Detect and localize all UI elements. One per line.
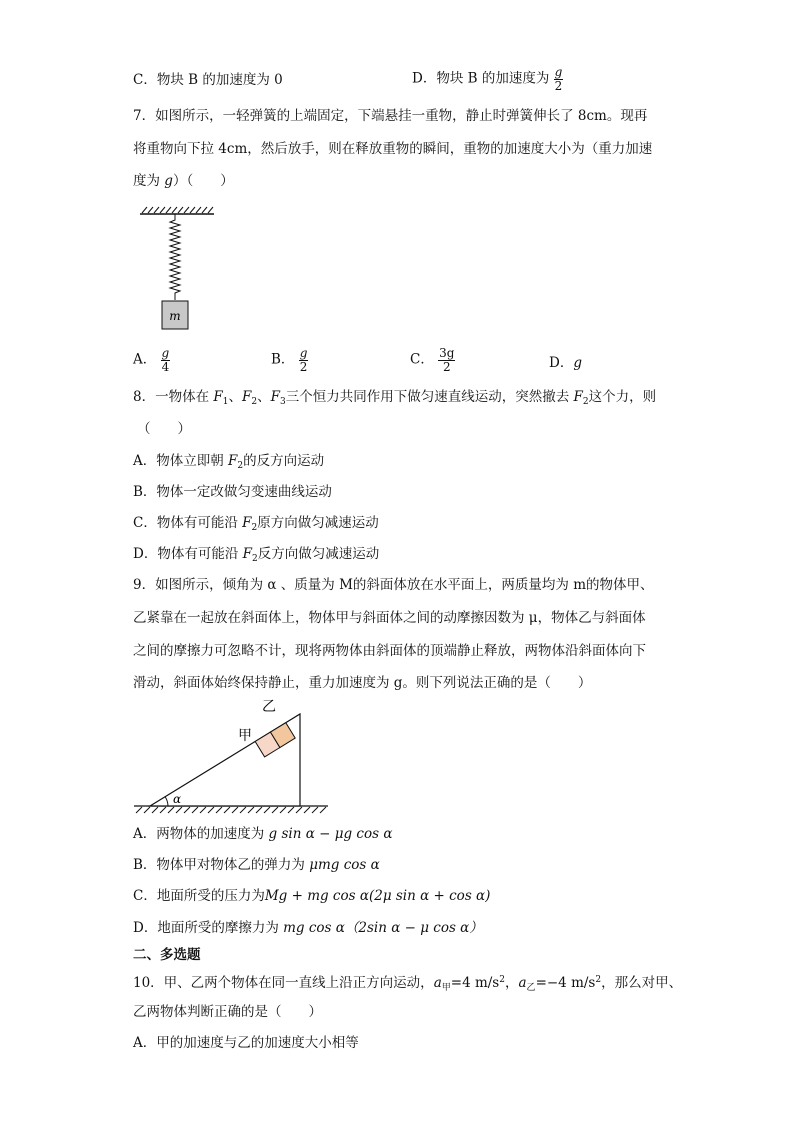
q9-option-a [133, 828, 392, 842]
force-symbol: F [242, 389, 252, 405]
accel-symbol: a [518, 975, 527, 991]
q7-option-b [271, 347, 308, 373]
force-subscript: 2 [237, 461, 244, 471]
q8-text: 三个恒力共同作用下做匀速直线运动，突然撤去 [285, 389, 574, 405]
option-text: D．地面所受的摩擦力为 [133, 920, 284, 936]
q7-line-3-prefix: 度为 [133, 173, 165, 189]
fraction-denominator: 4 [161, 359, 170, 374]
spring [170, 214, 180, 300]
q7-option-c [410, 347, 455, 373]
option-formula: g sin α − μg cos α [268, 826, 393, 842]
q10-line-1 [133, 976, 682, 993]
option-label: C． [410, 351, 434, 368]
force-subscript: 3 [279, 397, 286, 407]
option-formula: μmg cos α [309, 857, 380, 873]
option-text: 原方向做匀减速运动 [257, 515, 379, 531]
q9-line-2: 乙紧靠在一起放在斜面体上，物体甲与斜面体之间的动摩擦因数为 μ，物体乙与斜面体 [133, 610, 646, 626]
option-value: g [573, 355, 582, 371]
separator: 、 [257, 389, 271, 405]
spring-mass-figure [138, 204, 218, 334]
unit-exponent: 2 [499, 975, 505, 985]
label-yi: 乙 [262, 699, 276, 715]
option-label: D． [549, 355, 574, 371]
q8-text: 8．一物体在 [133, 389, 214, 405]
q8-line-2: （ ） [137, 421, 191, 437]
q6-option-d-fraction [554, 66, 564, 92]
q8-text: 这个力，则 [588, 389, 657, 405]
force-symbol: F [213, 389, 223, 405]
separator: 、 [228, 389, 242, 405]
q6-option-c: C．物块 B 的加速度为 0 [133, 72, 283, 88]
fraction-numerator: g [554, 65, 563, 79]
q8-option-b: B．物体一定改做匀变速曲线运动 [133, 484, 332, 500]
q6-option-d-label: D．物块 B 的加速度为 [412, 70, 550, 87]
option-text: 反方向做匀减速运动 [257, 546, 380, 562]
q7-option-b-fraction [299, 347, 309, 373]
q9-line-3: 之间的摩擦力可忽略不计，现将两物体由斜面体的顶端静止释放，两物体沿斜面体向下 [133, 643, 646, 659]
option-text: A．两物体的加速度为 [133, 826, 269, 842]
fraction-numerator: g [161, 346, 170, 360]
q10-line-2: 乙两物体判断正确的是（ ） [133, 1004, 322, 1020]
ceiling-support [140, 207, 214, 214]
q9-option-b [133, 859, 380, 873]
unit-exponent: 2 [595, 975, 602, 985]
fraction-denominator: 2 [299, 359, 308, 374]
label-jia: 甲 [238, 728, 252, 744]
force-subscript: 2 [252, 554, 258, 564]
q10-option-a: A．甲的加速度与乙的加速度大小相等 [133, 1035, 359, 1051]
incline-figure [132, 694, 332, 816]
q9-option-d [133, 922, 483, 936]
force-symbol: F [270, 389, 280, 405]
force-symbol: F [242, 515, 252, 531]
q10-text: ，那么对甲、 [601, 975, 683, 991]
option-text: B．物体甲对物体乙的弹力为 [133, 857, 310, 873]
force-subscript: 2 [251, 523, 258, 533]
accel-value: =4 m/s [450, 975, 500, 991]
q6-option-d [412, 66, 563, 92]
force-subscript: 2 [251, 397, 258, 407]
fraction-denominator: 2 [442, 359, 451, 374]
q7-g-symbol: g [164, 173, 173, 189]
option-text: C．地面所受的压力为 [133, 888, 265, 904]
option-text: D．物体有可能沿 [133, 546, 243, 562]
q9-line-1: 9．如图所示，倾角为 α 、质量为 M的斜面体放在水平面上，两质量均为 m的物体甲、 [133, 577, 654, 593]
separator: ， [504, 975, 519, 991]
option-text: C．物体有可能沿 [133, 515, 243, 531]
force-subscript: 2 [582, 397, 589, 407]
q7-line-1: 7．如图所示，一轻弹簧的上端固定，下端悬挂一重物，静止时弹簧伸长了 8cm。现再 [133, 108, 648, 124]
fraction-denominator: 2 [554, 78, 563, 93]
option-label: A． [133, 351, 157, 368]
ground-hatching [134, 806, 328, 813]
option-text: 的反方向运动 [243, 453, 325, 469]
q8-option-a [133, 455, 324, 471]
force-subscript: 1 [222, 397, 229, 407]
force-symbol: F [573, 389, 583, 405]
q7-option-a [133, 347, 170, 373]
accel-value: =−4 m/s [535, 975, 596, 991]
q7-line-3-suffix: ）（ ） [172, 173, 234, 189]
q8-option-c [133, 517, 379, 533]
accel-symbol: a [433, 975, 442, 991]
section-title: 二、多选题 [133, 947, 201, 963]
q7-line-2: 将重物向下拉 4cm，然后放手，则在释放重物的瞬间，重物的加速度大小为（重力加速 [133, 141, 653, 157]
q8-line-1 [133, 391, 656, 407]
option-text: A．物体立即朝 [133, 453, 229, 469]
q7-option-a-fraction [161, 347, 171, 373]
option-formula: mg cos α（2sin α − μ cos α） [283, 920, 483, 936]
q9-option-c [133, 890, 490, 904]
accel-subscript: 甲 [441, 983, 451, 993]
mass-label: m [169, 309, 181, 323]
fraction-numerator: 3g [439, 346, 455, 360]
q9-line-4: 滑动，斜面体始终保持静止，重力加速度为 g。则下列说法正确的是（ ） [133, 675, 592, 691]
option-label: B． [271, 351, 295, 368]
option-formula: Mg + mg cos α(2μ sin α + cos α) [264, 888, 491, 904]
q7-line-3 [133, 175, 234, 189]
angle-alpha-label: α [173, 792, 182, 806]
fraction-numerator: g [299, 346, 308, 360]
accel-subscript: 乙 [526, 983, 536, 993]
q7-option-c-fraction [438, 347, 455, 373]
q10-text: 10．甲、乙两个物体在同一直线上沿正方向运动， [133, 975, 434, 991]
force-symbol: F [242, 546, 252, 562]
force-symbol: F [228, 453, 238, 469]
q8-option-d [133, 548, 379, 564]
q7-option-d [549, 357, 582, 371]
